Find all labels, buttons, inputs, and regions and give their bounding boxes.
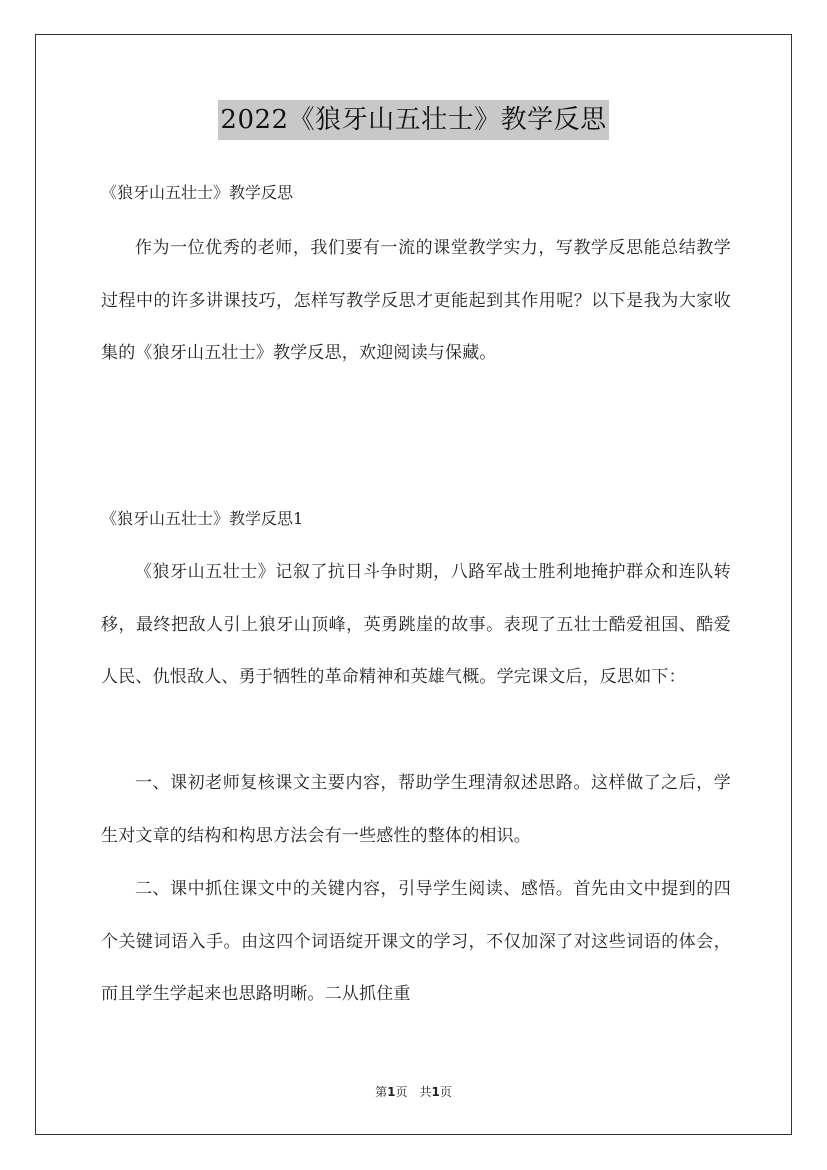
page-footer [0, 1083, 827, 1100]
document-title: 2022《狼牙山五壮士》教学反思 [218, 100, 608, 140]
body-paragraph-1: 《狼牙山五壮士》记叙了抗日斗争时期，八路军战士胜利地掩护群众和连队转移，最终把敌人引上狼牙山顶峰，英勇跳崖的故事。表现了五壮士酷爱祖国、酷爱人民、仇恨敌人、勇于牺牲的革命精神和英雄气概。学完课文后，反思如下： [101, 562, 731, 687]
body-paragraph-3: 二、课中抓住课文中的关键内容，引导学生阅读、感悟。首先由文中提到的四个关键词语入手。由这四个词语绽开课文的学习，不仅加深了对这些词语的体会，而且学生学起来也思路明晰。二从抓住重 [101, 879, 731, 1004]
footer-suffix: 页 [439, 1085, 452, 1099]
section-heading: 《狼牙山五壮士》教学反思1 [101, 509, 304, 528]
intro-paragraph: 作为一位优秀的老师，我们要有一流的课堂教学实力，写教学反思能总结教学过程中的许多讲课技巧，怎样写教学反思才更能起到其作用呢？以下是我为大家收集的《狼牙山五壮士》教学反思，欢迎阅读与保藏。 [101, 238, 731, 363]
footer-prefix: 第 [375, 1085, 388, 1099]
body-paragraph-2: 一、课初老师复核课文主要内容，帮助学生理清叙述思路。这样做了之后，学生对文章的结构和构思方法会有一些感性的整体的相识。 [101, 773, 731, 846]
footer-page-current: 1 [387, 1085, 396, 1099]
footer-mid: 页 共 [395, 1085, 432, 1099]
footer-page-total: 1 [431, 1085, 440, 1099]
title-container [0, 100, 827, 140]
document-subtitle: 《狼牙山五壮士》教学反思 [101, 183, 294, 202]
